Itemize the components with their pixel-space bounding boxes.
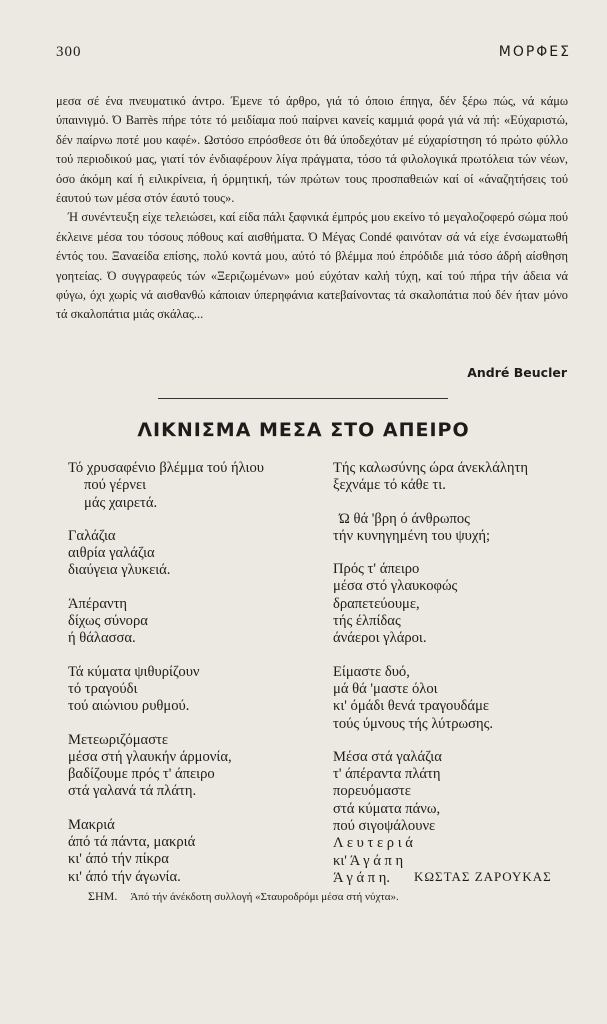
stanza bbox=[68, 528, 328, 580]
paragraph: μεσα σέ ένα πνευματικό άντρο. Έμενε τό άρθρο, γιά τό όποιο έπηγα, δέν ξέρω πώς, νά κάμω ύπαινιγμό. Ό Barrès πήρε τότε τό μειδίαμα πού παίρνει κανείς καμμιά φορά γιά νά πή: «Εύχαριστώ, δέν παίρνω ποτέ μου καφέ». Ωστόσο επρόσθεσε ότι θά ύποδεχόταν μέ εύχαρίστηση τό πρώτο φύλλο τού περιοδικού μας, γιατί τόν ένδιαφέρουν λίγα πράγματα, τόσο τά φιλολογικά πρωτόλεια τών νέων, όσο άκόμη καί ή ειλικρίνεια, ή όρμητική, τών πρώτων τους προσπαθειών καί οί «άναζητήσεις τού έαυτού των μέσα στόν έαυτό τους». bbox=[56, 94, 568, 206]
stanza bbox=[333, 664, 593, 733]
poem-title: ΛΙΚΝΙΣΜΑ ΜΕΣΑ ΣΤΟ ΑΠΕΙΡΟ bbox=[137, 419, 470, 441]
footnote-label: ΣΗΜ. bbox=[88, 889, 118, 903]
stanza bbox=[333, 511, 593, 546]
verse-line: τό τραγούδι bbox=[68, 680, 138, 697]
verse-line: κι' όμάδι θενά τραγουδάμε bbox=[333, 698, 490, 715]
stanza bbox=[333, 561, 593, 647]
verse-line: μάς χαιρετά. bbox=[84, 494, 158, 511]
verse-line: πού σιγοψάλουνε bbox=[333, 818, 436, 835]
verse-line: Ά γ ά π η. bbox=[333, 869, 391, 886]
verse-line: δραπετεύουμε, bbox=[333, 595, 420, 612]
verse-line: στά κύματα πάνω, bbox=[333, 800, 441, 817]
verse-line: δίχως σύνορα bbox=[68, 613, 148, 630]
footnote bbox=[88, 889, 399, 904]
verse-line: μέσα στή γλαυκήν άρμονία, bbox=[68, 748, 232, 765]
page-number: 300 bbox=[56, 44, 82, 60]
verse-line: Λ ε υ τ ε ρ ι ά bbox=[333, 835, 413, 852]
poet-name: ΚΩΣΤΑΣ ΖΑΡΟΥΚΑΣ bbox=[414, 869, 552, 884]
verse-line: τ' άπέραντα πλάτη bbox=[333, 766, 441, 783]
verse-line: βαδίζουμε πρός τ' άπειρο bbox=[68, 766, 215, 783]
verse-line: Τά κύματα ψιθυρίζουν bbox=[68, 663, 200, 680]
stanza bbox=[68, 732, 328, 801]
verse-line: τούς ύμνους τής λύτρωσης. bbox=[333, 715, 494, 732]
verse-line: ή θάλασσα. bbox=[68, 630, 136, 647]
paragraph: Ή συνέντευξη είχε τελειώσει, καί είδα πάλι ξαφνικά έμπρός μου εκείνο τό μεγαλοζοφερό σώμα πού έκλεινε μέσα του τόσους πόθους καί αισθήματα. Ό Μέγας Condé φαινόταν σά νά είχε ένσωματωθή έντός του. Ξαναείδα επίσης, πολύ κοντά μου, αύτό τό βλέμμα πού έπρόδιδε μιά τόσο άδρή αίσθηση γοητείας. Ό συγγραφεύς τών «Ξεριζωμένων» μού εύχόταν καλή τύχη, καί τού πήρα τήν άδεια νά φύγω, όχι χωρίς νά αισθανθώ κάποιαν ύπερηφάνια κατεβαίνοντας τά σκαλοπάτια πού δέν ήταν μόνο τά σκαλοπάτια μιάς σκάλας... bbox=[56, 210, 568, 322]
verse-line: κι' Ά γ ά π η bbox=[333, 852, 404, 869]
verse-line: άπό τά πάντα, μακριά bbox=[68, 834, 196, 851]
article-author: André Beucler bbox=[467, 365, 567, 380]
running-title: ΜΟΡΦΕΣ bbox=[498, 44, 571, 60]
verse-line: τήν κυνηγημένη του ψυχή; bbox=[333, 527, 491, 544]
verse-line: Μετεωριζόμαστε bbox=[68, 731, 169, 748]
article-text bbox=[56, 92, 568, 325]
verse-line: Ώ θά 'βρη ό άνθρωπος bbox=[339, 510, 470, 527]
stanza bbox=[68, 596, 328, 648]
section-divider bbox=[158, 398, 448, 399]
verse-line: τού αιώνιου ρυθμού. bbox=[68, 698, 190, 715]
verse-line: τής έλπίδας bbox=[333, 613, 401, 630]
poem-right-column bbox=[333, 460, 593, 903]
poem-left-column bbox=[68, 460, 328, 902]
verse-line: πορευόμαστε bbox=[333, 783, 411, 800]
verse-line: πού γέρνει bbox=[84, 477, 147, 494]
stanza bbox=[333, 460, 593, 495]
verse-line: άνάεροι γλάροι. bbox=[333, 630, 427, 647]
footnote-text: Άπό τήν άνέκδοτη συλλογή «Σταυροδρόμι μέσα στή νύχτα». bbox=[130, 891, 399, 903]
verse-line: Γαλάζια bbox=[68, 527, 116, 544]
verse-line: Είμαστε δυό, bbox=[333, 663, 410, 680]
stanza bbox=[68, 817, 328, 886]
verse-line: Μέσα στά γαλάζια bbox=[333, 748, 442, 765]
verse-line: αιθρία γαλάζια bbox=[68, 545, 155, 562]
verse-line: κι' άπό τήν άγωνία. bbox=[68, 868, 181, 885]
verse-line: Τό χρυσαφένιο βλέμμα τού ήλιου bbox=[68, 460, 264, 476]
page-header bbox=[56, 44, 571, 64]
verse-line: Τής καλωσύνης ώρα άνεκλάλητη bbox=[333, 460, 528, 476]
stanza bbox=[68, 460, 328, 512]
verse-line: Πρός τ' άπειρο bbox=[333, 561, 420, 578]
stanza bbox=[68, 664, 328, 716]
verse-line: στά γαλανά τά πλάτη. bbox=[68, 783, 197, 800]
verse-line: μά θά 'μαστε όλοι bbox=[333, 680, 438, 697]
verse-line: μέσα στό γλαυκοφώς bbox=[333, 578, 458, 595]
verse-line: Μακριά bbox=[68, 816, 115, 833]
stanza bbox=[333, 749, 593, 887]
verse-line: Άπέραντη bbox=[68, 595, 128, 612]
verse-line: διαύγεια γλυκειά. bbox=[68, 562, 171, 579]
verse-line: ξεχνάμε τό κάθε τι. bbox=[333, 477, 446, 494]
verse-line: κι' άπό τήν πίκρα bbox=[68, 851, 169, 868]
